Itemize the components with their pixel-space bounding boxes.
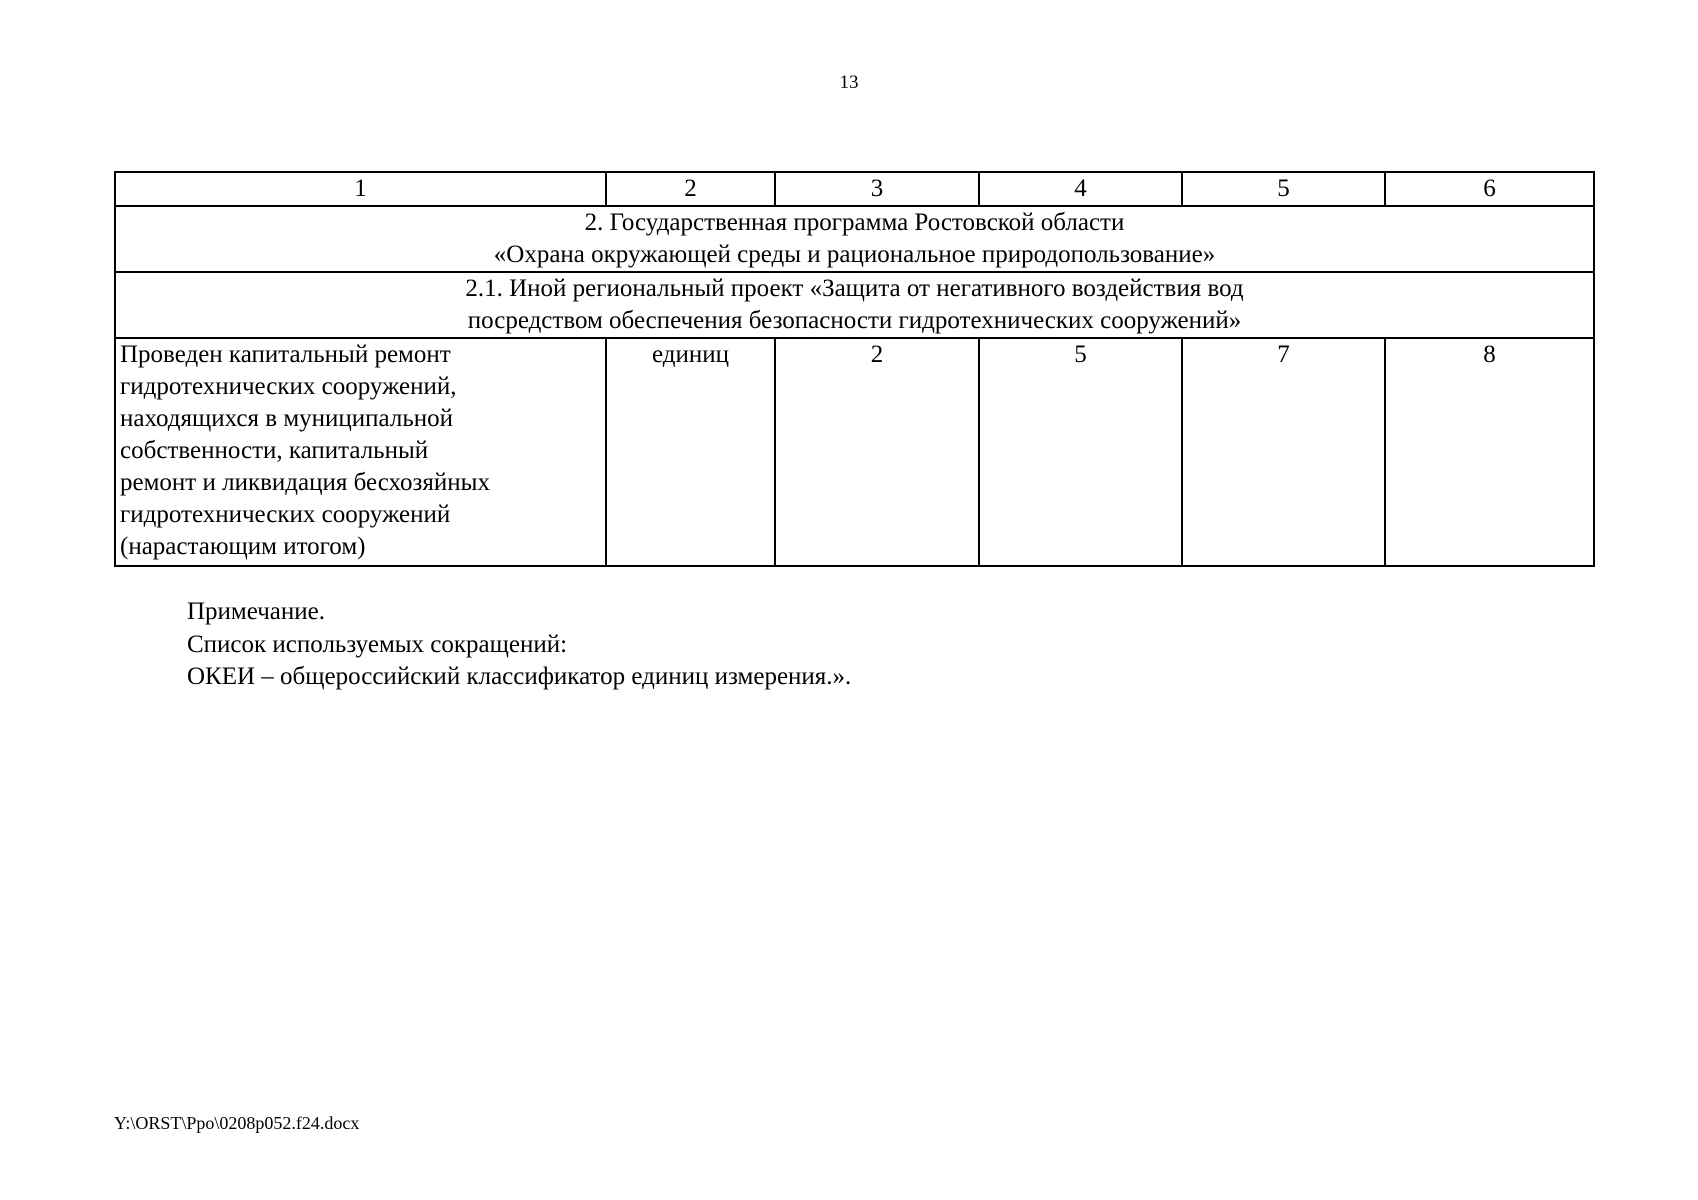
indicator-table — [114, 171, 1595, 567]
value-cell: 8 — [1385, 338, 1594, 566]
column-number: 3 — [775, 172, 979, 206]
note-block — [187, 596, 851, 694]
description-line: (нарастающим итогом) — [120, 533, 366, 560]
note-title: Примечание. — [187, 598, 326, 625]
column-number-row — [115, 172, 1594, 206]
unit-cell: единиц — [606, 338, 775, 566]
description-line: ремонт и ликвидация бесхозяйных — [120, 469, 490, 496]
program-heading-line: «Охрана окружающей среды и рациональное природопользование» — [493, 241, 1216, 268]
project-heading-line: 2.1. Иной региональный проект «Защита от негативного воздействия вод — [465, 275, 1244, 302]
column-number: 5 — [1182, 172, 1385, 206]
value-cell: 5 — [979, 338, 1182, 566]
column-number: 2 — [606, 172, 775, 206]
page-number: 13 — [839, 72, 859, 93]
project-heading — [115, 272, 1594, 338]
project-heading-line: посредством обеспечения безопасности гидротехнических сооружений» — [467, 307, 1242, 334]
column-number: 6 — [1385, 172, 1594, 206]
footer-file-path: Y:\ORST\Ppo\0208p052.f24.docx — [114, 1113, 360, 1133]
abbreviations-title: Список используемых сокращений: — [187, 630, 568, 658]
program-heading-line: 2. Государственная программа Ростовской области — [584, 209, 1125, 236]
description-line: собственности, капитальный — [120, 437, 429, 464]
description-line: Проведен капитальный ремонт — [120, 341, 451, 368]
description-line: находящихся в муниципальной — [120, 405, 453, 432]
value-cell: 2 — [775, 338, 979, 566]
column-number: 4 — [979, 172, 1182, 206]
abbreviation-item: ОКЕИ – общероссийский классификатор единиц измерения.». — [187, 663, 852, 690]
indicator-description — [115, 338, 606, 566]
program-heading-row — [115, 206, 1594, 272]
description-line: гидротехнических сооружений, — [120, 373, 457, 400]
project-heading-row — [115, 272, 1594, 338]
program-heading — [115, 206, 1594, 272]
description-line: гидротехнических сооружений — [120, 501, 451, 528]
column-number: 1 — [115, 172, 606, 206]
value-cell: 7 — [1182, 338, 1385, 566]
table-row — [115, 338, 1594, 566]
